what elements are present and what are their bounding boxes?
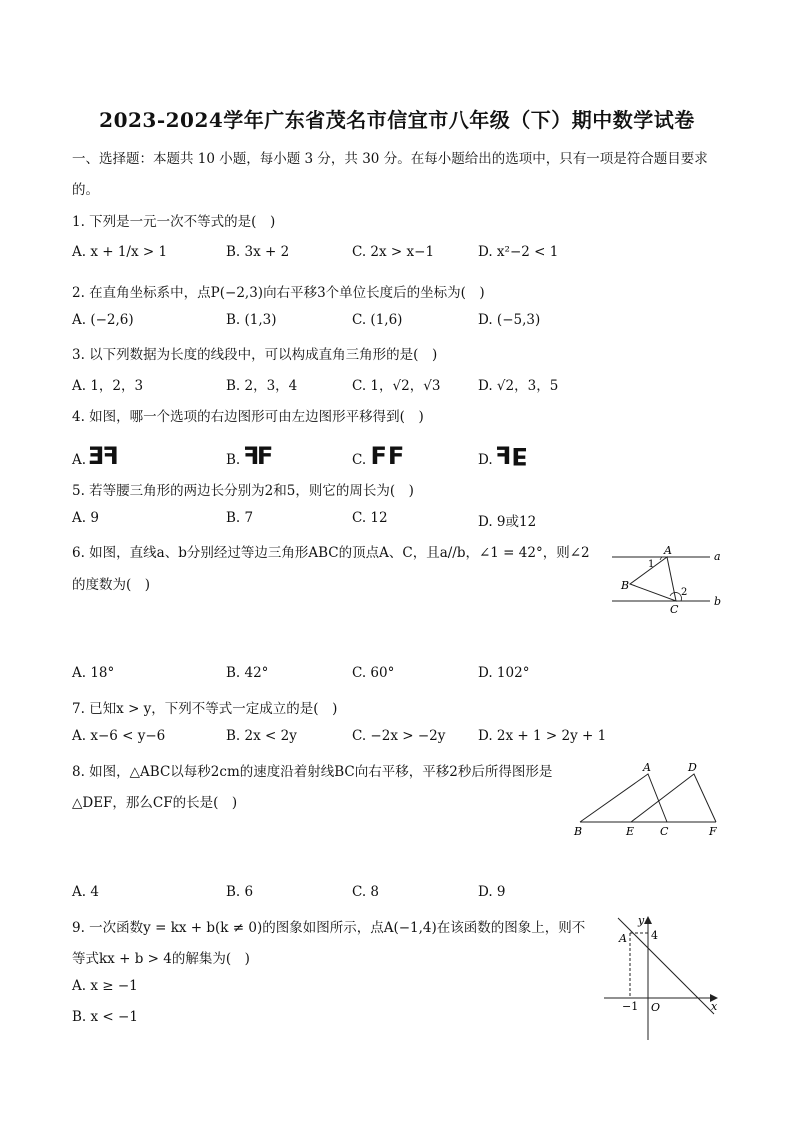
question-2-option-a: A. (−2,6) [72,312,134,328]
label-a: A [643,761,651,774]
label-neg-one: −1 [622,1000,639,1013]
section-heading-line1: 一、选择题：本题共 10 小题，每小题 3 分，共 30 分。在每小题给出的选项中，只有一项是符合题目要求 [72,151,708,167]
question-5-option-d: D. 9或12 [478,514,537,530]
page-title: 2023-2024学年广东省茂名市信宜市八年级（下）期中数学试卷 [99,108,695,132]
triangle-abc [580,774,667,822]
question-7-option-c: C. −2x > −2y [352,728,446,744]
question-7-stem: 7. 已知x > y，下列不等式一定成立的是( ) [72,701,338,717]
question-2-option-c: C. (1,6) [352,312,403,328]
label-f: F [709,825,717,838]
label-angle-1: 1 [648,559,655,570]
question-3-option-c: C. 1，√2，√3 [352,378,441,394]
question-5-option-c: C. 12 [352,510,388,526]
question-4-option-b [226,442,271,470]
label-origin: O [651,1001,661,1014]
option-c-figure: FF [370,442,406,470]
question-9-option-a: A. x ≥ −1 [72,978,138,994]
question-3-option-a: A. 1，2，3 [72,378,144,394]
option-letter: D. [478,452,493,468]
question-1-option-b: B. 3x + 2 [226,244,290,260]
question-6-option-d: D. 102° [478,665,530,681]
question-8-stem-line2: △DEF，那么CF的长是( ) [72,795,238,811]
question-6-option-a: A. 18° [72,665,115,681]
label-y: y [638,914,645,927]
label-line-b: b [714,595,722,608]
question-6-option-b: B. 42° [226,665,269,681]
question-5-option-b: B. 7 [226,510,254,526]
question-3-stem: 3. 以下列数据为长度的线段中，可以构成直角三角形的是( ) [72,347,438,363]
question-2-stem: 2. 在直角坐标系中，点P(−2,3)向右平移3个单位长度后的坐标为( ) [72,285,485,301]
question-5-stem: 5. 若等腰三角形的两边长分别为2和5，则它的周长为( ) [72,483,414,499]
label-c-point: C [670,603,679,616]
question-4-stem: 4. 如图，哪一个选项的右边图形可由左边图形平移得到( ) [72,409,424,425]
question-9-option-b: B. x < −1 [72,1009,138,1025]
option-d-figure: FE [496,442,526,470]
question-4-option-a [72,442,119,470]
label-four: 4 [651,929,658,942]
question-3-option-d: D. √2，3，5 [478,378,559,394]
question-1-option-c: C. 2x > x−1 [352,244,435,260]
question-5-option-a: A. 9 [72,510,99,526]
question-1-option-d: D. x²−2 < 1 [478,244,559,260]
question-7-option-a: A. x−6 < y−6 [72,728,166,744]
question-8-option-d: D. 9 [478,884,506,900]
label-angle-2: 2 [681,587,688,598]
question-8-stem-line1: 8. 如图，△ABC以每秒2cm的速度沿着射线BC向右平移，平移2秒后所得图形是 [72,764,553,780]
question-1-stem: 1. 下列是一元一次不等式的是( ) [72,214,276,230]
label-e: E [626,825,635,838]
option-letter: B. [226,452,241,468]
question-1-option-a: A. x + 1/x > 1 [72,244,168,260]
question-9-figure [598,912,724,1044]
option-letter: C. [352,452,367,468]
option-letter: A. [72,452,87,468]
question-8-option-c: C. 8 [352,884,380,900]
option-a-figure: FE [90,442,120,470]
triangle-def [631,774,716,822]
label-x: x [711,1000,718,1013]
question-6-stem-line1: 6. 如图，直线a、b分别经过等边三角形ABC的顶点A、C，且a//b，∠1 = 42°，则∠2 [72,545,590,561]
question-9-stem-line2: 等式kx + b > 4的解集为( ) [72,951,250,967]
question-8-figure [570,758,725,840]
question-9-stem-line1: 9. 一次函数y = kx + b(k ≠ 0)的图象如图所示，点A(−1,4)在该函数的图象上，则不 [72,920,586,936]
label-b: B [574,825,583,838]
question-3-option-b: B. 2，3，4 [226,378,298,394]
label-line-a: a [714,550,721,563]
question-2-option-b: B. (1,3) [226,312,277,328]
question-6-option-c: C. 60° [352,665,395,681]
label-a-point: A [664,544,672,557]
label-c: C [660,825,669,838]
question-7-option-b: B. 2x < 2y [226,728,297,744]
question-7-option-d: D. 2x + 1 > 2y + 1 [478,728,607,744]
option-b-figure: FF [244,442,272,470]
question-6-figure [608,540,728,620]
question-4-option-d [478,442,526,470]
question-4-option-c [352,442,405,470]
question-8-option-b: B. 6 [226,884,254,900]
question-8-option-a: A. 4 [72,884,99,900]
section-heading-line2: 的。 [72,182,99,198]
question-2-option-d: D. (−5,3) [478,312,541,328]
label-b-point: B [621,579,630,592]
label-d: D [688,761,697,774]
label-point-a: A [619,932,627,945]
question-6-stem-line2: 的度数为( ) [72,577,151,593]
